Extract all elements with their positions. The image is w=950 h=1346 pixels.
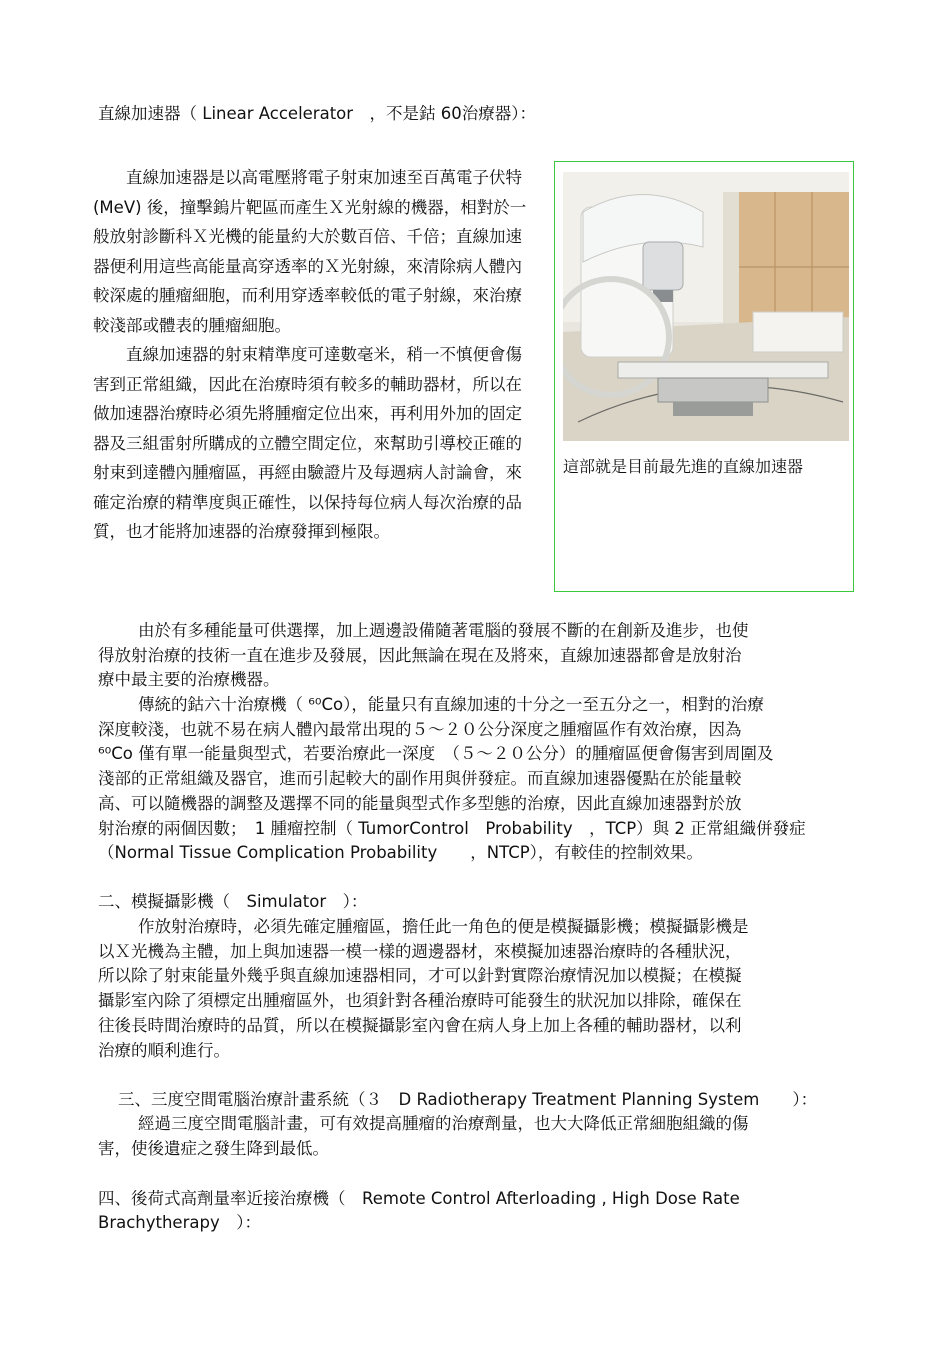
body-line-8: 高、可以隨機器的調整及選擇不同的能量與型式作多型態的治療，因此直線加速器對於放 [98,794,742,813]
body-line-3: 療中最主要的治療機器。 [98,670,280,689]
intro-paragraph-1: 直線加速器是以高電壓將電子射束加速至百萬電子伏特 (MeV) 後，撞擊鎢片靶區而產生Ｘ光射線的機器，相對於一般放射診斷科Ｘ光機的能量約大於數百倍、千倍；直線加速器便利用這些高能量高穿透率的Ｘ光射線，來清除病人體內較深處的腫瘤細胞，而利用穿透率較低的電子射線，來治療較淺部或體表的腫瘤細胞。 [93,168,527,335]
body-line-4: 傳統的鈷六十治療機（ ⁶⁰Co），能量只有直線加速的十分之一至五分之一，相對的治療 [138,695,764,714]
section-2-line-6: 治療的順利進行。 [98,1041,230,1060]
section-2-title: 二、模擬攝影機（ Simulator ）： [98,892,368,911]
section-4-title-line-1: 四、後荷式高劑量率近接治療機（ Remote Control Afterloading , High Dose Rate [98,1189,740,1208]
body-line-7: 淺部的正常組織及器官，進而引起較大的副作用與併發症。而直線加速器優點在於能量較 [98,769,742,788]
section-2-line-4: 攝影室內除了須標定出腫瘤區外，也須針對各種治療時可能發生的狀況加以排除，確保在 [98,991,742,1010]
section-2-line-5: 往後長時間治療時的品質，所以在模擬攝影室內會在病人身上加上各種的輔助器材，以利 [98,1016,742,1035]
section-3-title: 三、三度空間電腦治療計畫系統（３ D Radiotherapy Treatment Planning System ）： [118,1090,818,1109]
body-line-2: 得放射治療的技術一直在進步及發展，因此無論在現在及將來，直線加速器都會是放射治 [98,646,742,665]
body-line-5: 深度較淺，也就不易在病人體內最常出現的５～２０公分深度之腫瘤區作有效治療，因為 [98,720,742,739]
intro-column [93,163,527,547]
body-line-9: 射治療的兩個因數； 1 腫瘤控制（ TumorControl Probability ，TCP）與 2 正常組織併發症 [98,819,806,838]
section-2-line-1: 作放射治療時，必須先確定腫瘤區，擔任此一角色的便是模擬攝影機；模擬攝影機是 [138,917,749,936]
linear-accelerator-photo [563,172,849,441]
figure-caption: 這部就是目前最先進的直線加速器 [563,457,804,476]
intro-paragraph-2: 直線加速器的射束精準度可達數毫米，稍一不慎便會傷害到正常組織，因此在治療時須有較多的輔助器材，所以在做加速器治療時必須先將腫瘤定位出來，再利用外加的固定器及三組雷射所購成的立體空間定位，來幫助引導校正確的射束到達體內腫瘤區，再經由驗證片及每週病人討論會，來確定治療的精準度與正確性，以保持每位病人每次治療的品質，也才能將加速器的治療發揮到極限。 [93,345,522,541]
body-line-10: （Normal Tissue Complication Probability ，NTCP），有較佳的控制效果。 [98,843,703,862]
section-4-title-line-2: Brachytherapy ）： [98,1213,261,1232]
figure-box [554,161,854,592]
body-line-6: ⁶⁰Co 僅有單一能量與型式，若要治療此一深度 （５～２０公分）的腫瘤區便會傷害到周圍及 [98,744,774,763]
section-3-line-2: 害，使後遺症之發生降到最低。 [98,1139,329,1158]
section-2-line-3: 所以除了射束能量外幾乎與直線加速器相同，才可以針對實際治療情況加以模擬；在模擬 [98,966,742,985]
section-2-line-2: 以Ｘ光機為主體，加上與加速器一模一樣的週邊器材，來模擬加速器治療時的各種狀況， [98,942,742,961]
heading-linear-accelerator: 直線加速器（ Linear Accelerator ，不是鈷 60治療器）： [98,104,537,123]
section-3-line-1: 經過三度空間電腦計畫，可有效提高腫瘤的治療劑量，也大大降低正常細胞組織的傷 [138,1114,749,1133]
body-line-1: 由於有多種能量可供選擇，加上週邊設備隨著電腦的發展不斷的在創新及進步，也使 [138,621,749,640]
